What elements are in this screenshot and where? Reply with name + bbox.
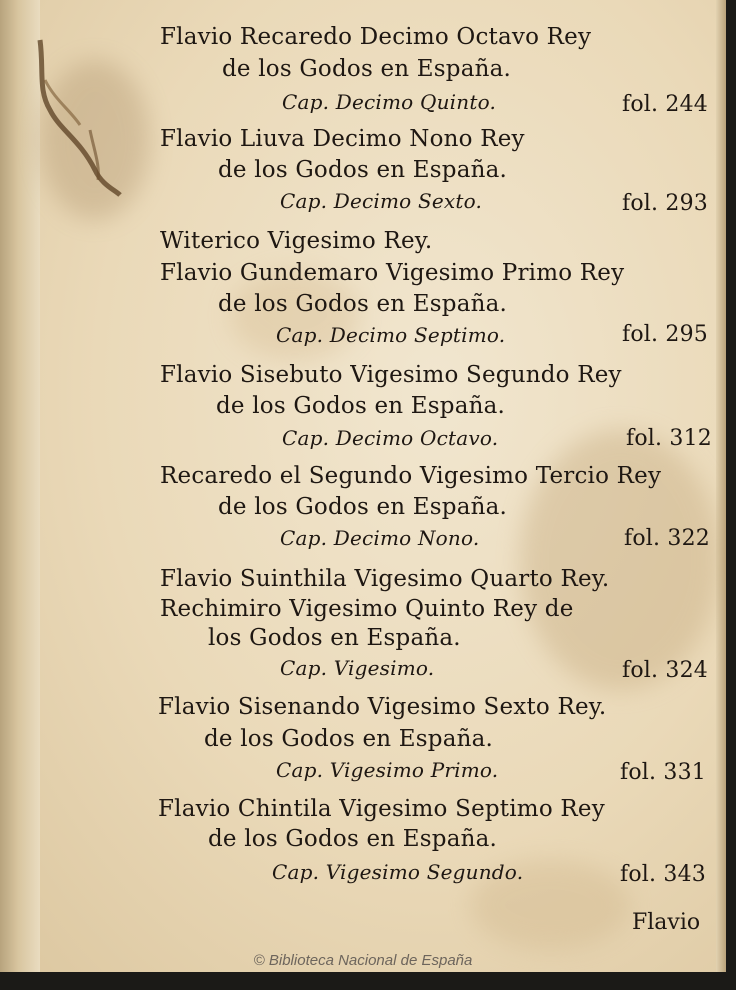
entry-title-line: Witerico Vigesimo Rey. xyxy=(160,228,433,254)
chapter-label: Cap. Vigesimo. xyxy=(280,656,435,680)
chapter-label: Cap. Vigesimo Primo. xyxy=(276,758,499,782)
chapter-label: Cap. Decimo Quinto. xyxy=(282,90,497,114)
entry-title-line: de los Godos en España. xyxy=(218,494,508,520)
entry-title-line: de los Godos en España. xyxy=(218,157,508,183)
entry-title-line: de los Godos en España. xyxy=(204,726,494,752)
entry-title-line: de los Godos en España. xyxy=(208,826,498,852)
catchword: Flavio xyxy=(632,910,701,935)
chapter-label: Cap. Decimo Septimo. xyxy=(276,323,506,347)
entry-title-line: de los Godos en España. xyxy=(218,291,508,317)
folio-number: fol. 324 xyxy=(622,658,709,683)
chapter-label: Cap. Decimo Octavo. xyxy=(282,426,499,450)
entry-title-line: de los Godos en España. xyxy=(216,393,506,419)
entry-title-line: Flavio Liuva Decimo Nono Rey xyxy=(160,126,525,152)
entry-title-line: Flavio Sisenando Vigesimo Sexto Rey. xyxy=(158,694,607,720)
entry-title-line: Flavio Suinthila Vigesimo Quarto Rey. xyxy=(160,566,610,592)
entry-title-line: Rechimiro Vigesimo Quinto Rey de xyxy=(160,596,574,622)
copyright-watermark: © Biblioteca Nacional de España xyxy=(253,952,473,969)
chapter-label: Cap. Decimo Nono. xyxy=(280,526,480,550)
folio-number: fol. 312 xyxy=(626,426,713,451)
folio-number: fol. 331 xyxy=(620,760,707,785)
folio-number: fol. 343 xyxy=(620,862,707,887)
folio-number: fol. 295 xyxy=(622,322,709,347)
entry-title-line: de los Godos en España. xyxy=(222,56,512,82)
entry-title-line: Flavio Sisebuto Vigesimo Segundo Rey xyxy=(160,362,622,388)
entry-title-line: Recaredo el Segundo Vigesimo Tercio Rey xyxy=(160,463,662,489)
folio-number: fol. 244 xyxy=(622,92,709,117)
entry-title-line: Flavio Chintila Vigesimo Septimo Rey xyxy=(158,796,605,822)
folio-number: fol. 322 xyxy=(624,526,711,551)
binding-damage-mark xyxy=(20,30,130,200)
entry-title-line: Flavio Gundemaro Vigesimo Primo Rey xyxy=(160,260,625,286)
entry-title-line: los Godos en España. xyxy=(208,625,461,651)
chapter-label: Cap. Decimo Sexto. xyxy=(280,189,483,213)
entry-title-line: Flavio Recaredo Decimo Octavo Rey xyxy=(160,24,592,50)
folio-number: fol. 293 xyxy=(622,191,709,216)
page-edge xyxy=(716,0,726,972)
chapter-label: Cap. Vigesimo Segundo. xyxy=(272,860,524,884)
